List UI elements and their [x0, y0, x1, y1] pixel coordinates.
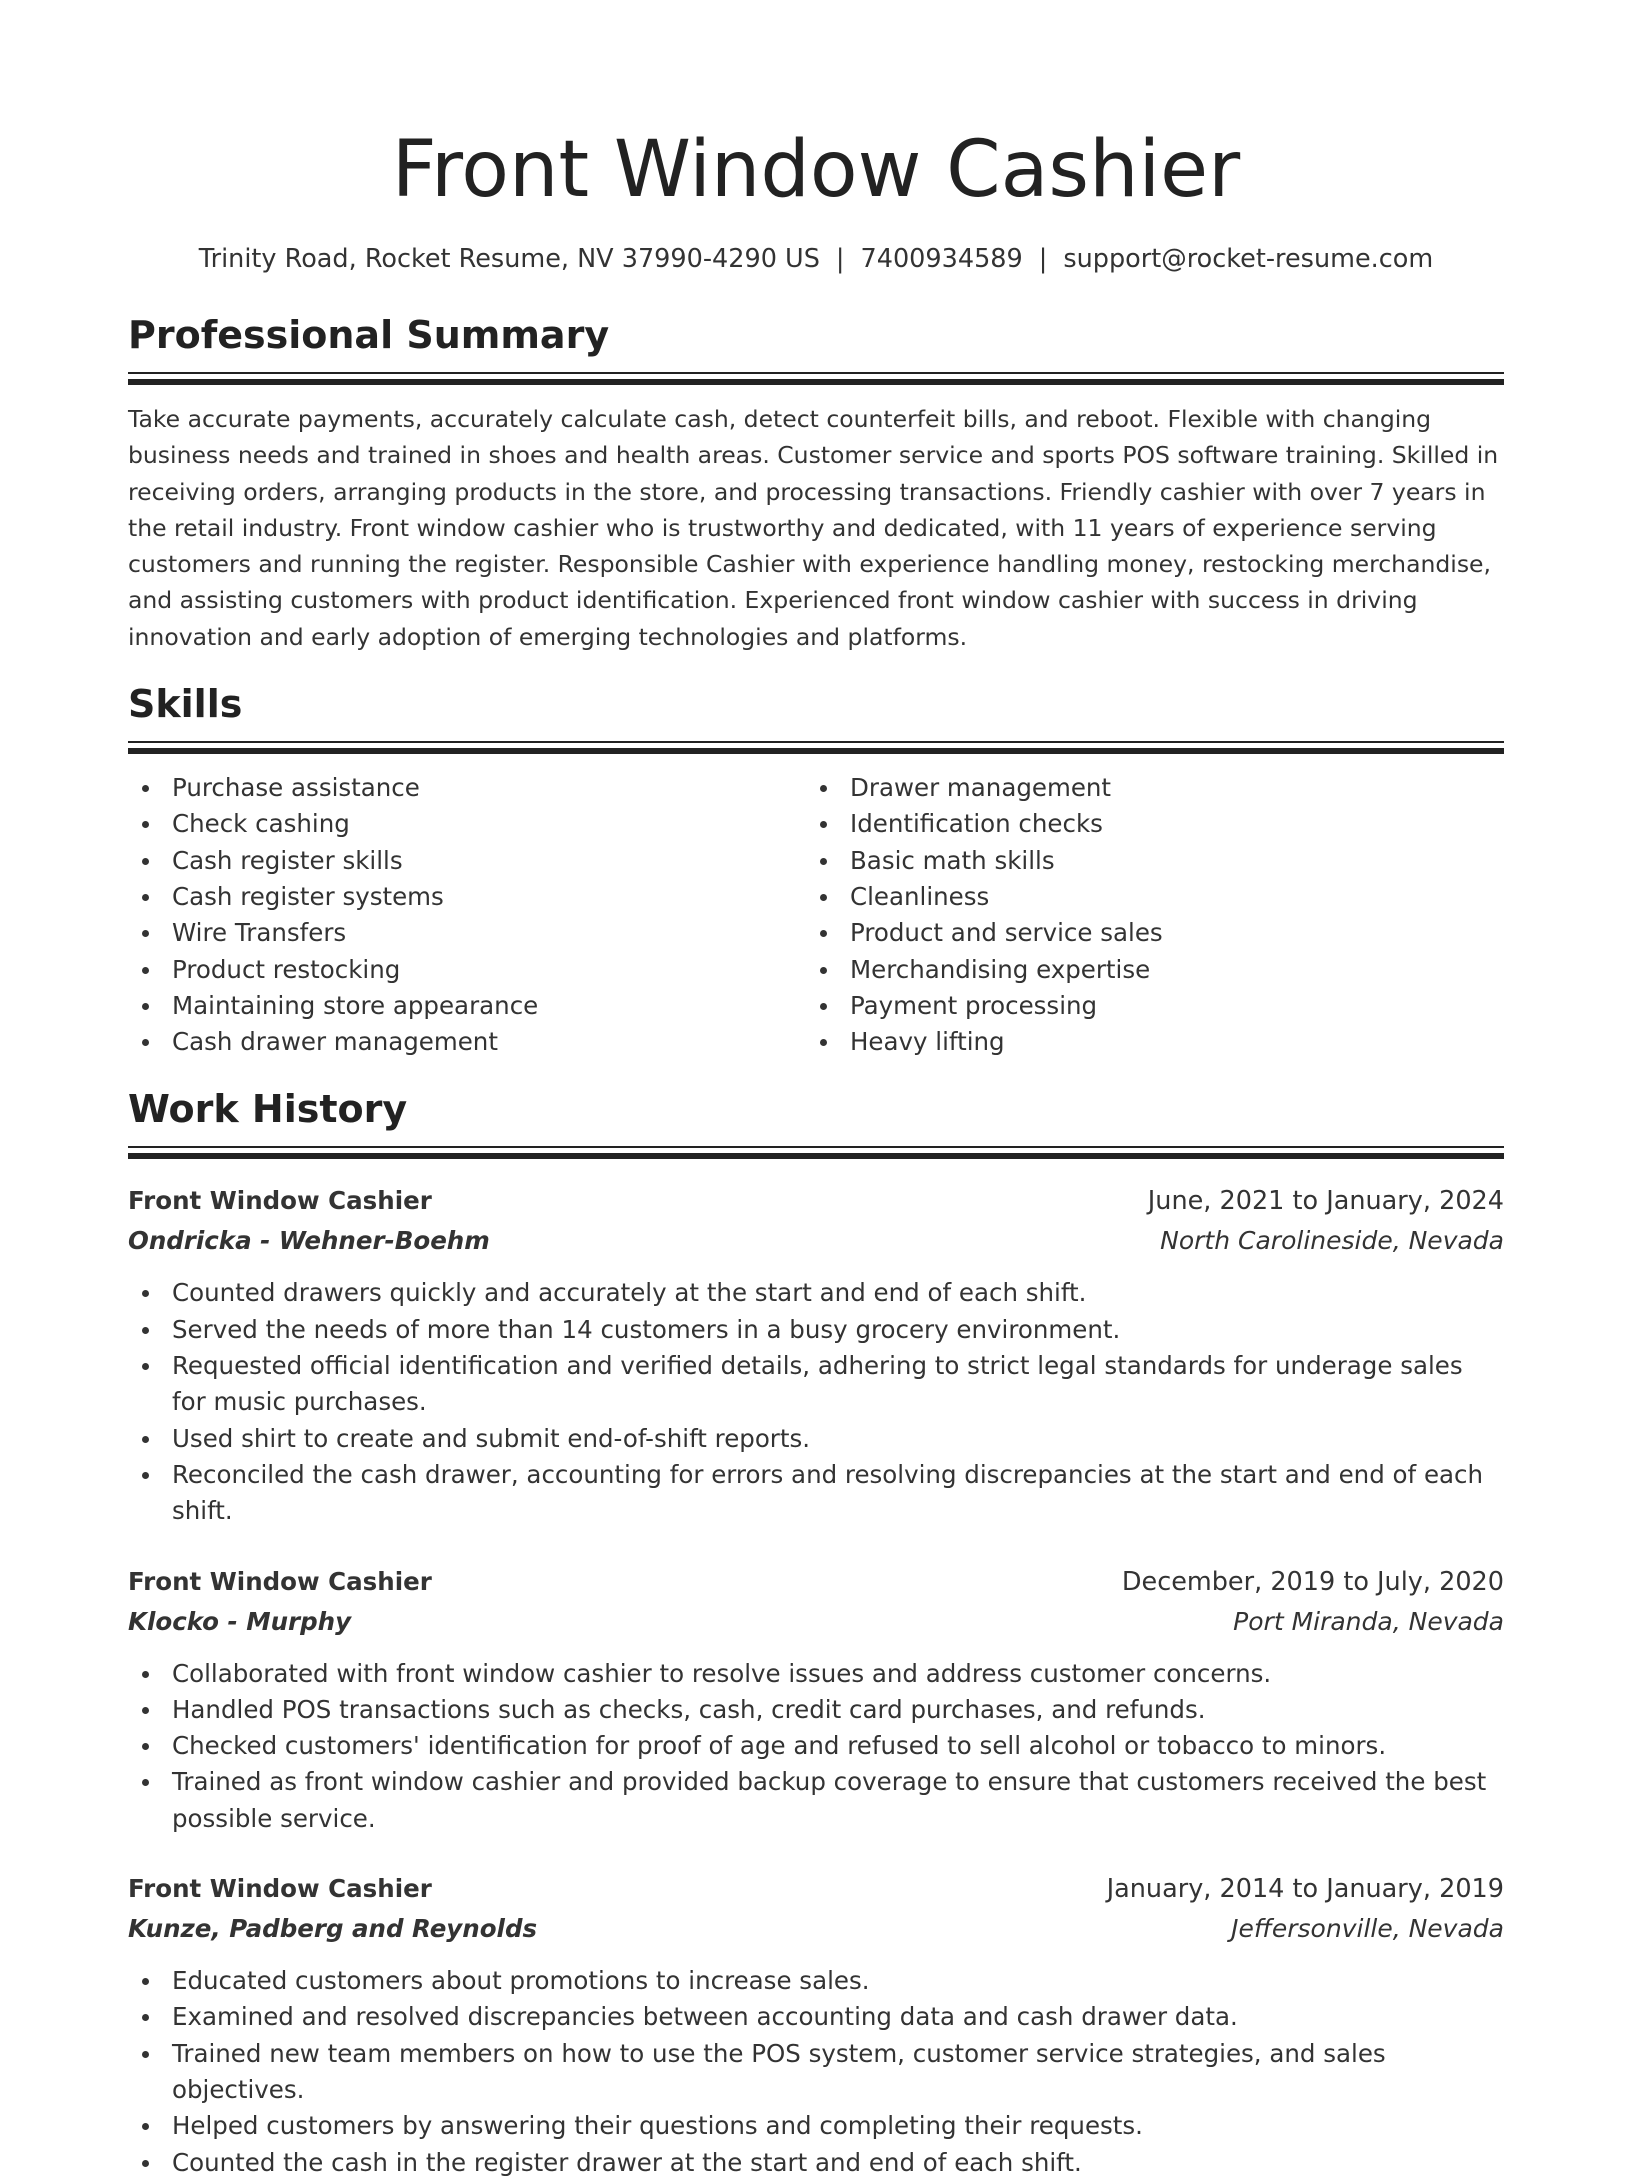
list-item: Served the needs of more than 14 customers in a busy grocery environment. — [128, 1312, 1504, 1348]
list-item: Cash drawer management — [128, 1024, 806, 1060]
job-bullets — [128, 1656, 1504, 1837]
summary-text: Take accurate payments, accurately calculate cash, detect counterfeit bills, and reboot. Flexible with changing business needs and trained in shoes and health areas. Customer service and sports POS software training. Skilled in receiving orders, arranging products in the store, and processing transactions. Friendly cashier with over 7 years in the retail industry. Front window cashier who is trustworthy and dedicated, with 11 years of experience serving customers and running the register. Responsible Cashier with experience handling money, restocking merchandise, and assisting customers with product identification. Experienced front window cashier with success in driving innovation and early adoption of emerging technologies and platforms. — [128, 405, 1499, 651]
section-divider — [128, 1146, 1504, 1159]
list-item: Requested official identification and verified details, adhering to strict legal standards for underage sales for music purchases. — [128, 1348, 1504, 1421]
skills-list-right — [806, 770, 1484, 1060]
phone: 7400934589 — [860, 244, 1023, 274]
list-item: Product restocking — [128, 952, 806, 988]
skills-columns — [128, 770, 1504, 1060]
section-title-work: Work History — [128, 1087, 408, 1132]
resume-page — [128, 118, 1504, 2181]
job-bullets — [128, 1963, 1504, 2181]
resume-name: Front Window Cashier — [391, 125, 1241, 215]
list-item: Wire Transfers — [128, 915, 806, 951]
list-item: Educated customers about promotions to increase sales. — [128, 1963, 1504, 1999]
skills-list-left — [128, 770, 806, 1060]
contact-line — [128, 242, 1504, 276]
list-item: Merchandising expertise — [806, 952, 1484, 988]
list-item: Cleanliness — [806, 879, 1484, 915]
job-bullets — [128, 1275, 1504, 1529]
address: Trinity Road, Rocket Resume, NV 37990-4290 US — [198, 244, 820, 274]
list-item: Cash register systems — [128, 879, 806, 915]
summary-section — [128, 310, 1504, 655]
job-dates: June, 2021 to January, 2024 — [1147, 1186, 1504, 1217]
list-item: Basic math skills — [806, 843, 1484, 879]
job-dates: January, 2014 to January, 2019 — [1106, 1874, 1504, 1905]
job-location: Jeffersonville, Nevada — [1231, 1914, 1504, 1944]
job-title: Front Window Cashier — [128, 1186, 432, 1216]
job-list — [128, 1181, 1504, 2180]
list-item: Purchase assistance — [128, 770, 806, 806]
list-item: Used shirt to create and submit end-of-shift reports. — [128, 1421, 1504, 1457]
list-item: Product and service sales — [806, 915, 1484, 951]
list-item: Trained new team members on how to use the POS system, customer service strategies, and sales objectives. — [128, 2036, 1504, 2109]
list-item: Collaborated with front window cashier to resolve issues and address customer concerns. — [128, 1656, 1504, 1692]
job-entry — [128, 1869, 1504, 2181]
job-location: North Carolineside, Nevada — [1160, 1226, 1504, 1256]
section-divider — [128, 372, 1504, 385]
list-item: Heavy lifting — [806, 1024, 1484, 1060]
job-title: Front Window Cashier — [128, 1874, 432, 1904]
list-item: Drawer management — [806, 770, 1484, 806]
list-item: Cash register skills — [128, 843, 806, 879]
job-subheader — [128, 1909, 1504, 1949]
job-subheader — [128, 1221, 1504, 1261]
job-location: Port Miranda, Nevada — [1233, 1606, 1504, 1636]
list-item: Reconciled the cash drawer, accounting for errors and resolving discrepancies at the start and end of each shift. — [128, 1457, 1504, 1530]
job-entry — [128, 1181, 1504, 1529]
job-entry — [128, 1562, 1504, 1837]
list-item: Maintaining store appearance — [128, 988, 806, 1024]
list-item: Identification checks — [806, 806, 1484, 842]
list-item: Checked customers' identification for proof of age and refused to sell alcohol or tobacco to minors. — [128, 1728, 1504, 1764]
list-item: Examined and resolved discrepancies between accounting data and cash drawer data. — [128, 1999, 1504, 2035]
job-title: Front Window Cashier — [128, 1566, 432, 1596]
section-title-summary: Professional Summary — [128, 313, 610, 357]
job-header — [128, 1562, 1504, 1602]
job-dates: December, 2019 to July, 2020 — [1121, 1566, 1504, 1597]
list-item: Helped customers by answering their questions and completing their requests. — [128, 2108, 1504, 2144]
separator: | — [835, 244, 845, 274]
email: support@rocket-resume.com — [1063, 244, 1434, 274]
section-title-skills: Skills — [128, 682, 243, 727]
skills-section — [128, 679, 1504, 1060]
list-item: Payment processing — [806, 988, 1484, 1024]
job-header — [128, 1869, 1504, 1909]
job-subheader — [128, 1602, 1504, 1642]
list-item: Check cashing — [128, 806, 806, 842]
section-divider — [128, 741, 1504, 754]
list-item: Trained as front window cashier and provided backup coverage to ensure that customers received the best possible service. — [128, 1764, 1504, 1837]
list-item: Counted drawers quickly and accurately at the start and end of each shift. — [128, 1275, 1504, 1311]
separator: | — [1038, 244, 1048, 274]
list-item: Counted the cash in the register drawer at the start and end of each shift. — [128, 2145, 1504, 2181]
work-section — [128, 1084, 1504, 2180]
list-item: Handled POS transactions such as checks, cash, credit card purchases, and refunds. — [128, 1692, 1504, 1728]
job-header — [128, 1181, 1504, 1221]
company-name: Ondricka - Wehner-Boehm — [128, 1226, 490, 1256]
company-name: Kunze, Padberg and Reynolds — [128, 1914, 538, 1944]
company-name: Klocko - Murphy — [128, 1606, 352, 1636]
